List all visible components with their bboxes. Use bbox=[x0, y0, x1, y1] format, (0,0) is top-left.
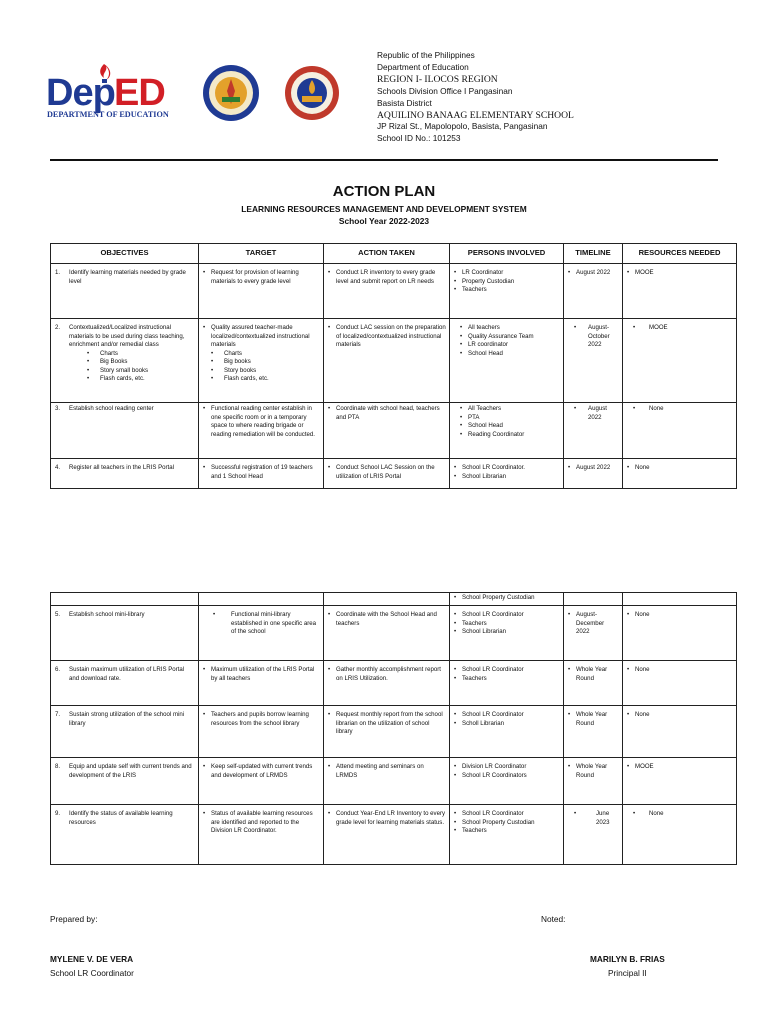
noter-name: MARILYN B. FRIAS bbox=[590, 954, 665, 964]
resources-cell: • None bbox=[623, 661, 737, 706]
target-cell: • Maximum utilization of the LRIS Portal by all teachers bbox=[199, 661, 324, 706]
person-item: School LR Coordinators bbox=[462, 771, 527, 779]
resources-text: MOOE bbox=[649, 324, 668, 331]
target-cell: • Successful registration of 19 teachers and 1 School Head bbox=[199, 459, 324, 489]
resources-cell: • None bbox=[623, 606, 737, 661]
org-line: School ID No.: 101253 bbox=[377, 133, 461, 144]
action-cell: • Coordinate with school head, teachers and PTA bbox=[324, 403, 450, 459]
target-cell: • Functional reading center establish in one specific room or in a temporary space to where reading brigade or reading remediation will be conducted. bbox=[199, 403, 324, 459]
target-cell bbox=[199, 593, 324, 606]
noted-label: Noted: bbox=[541, 914, 566, 924]
row-number: 7. bbox=[55, 711, 61, 718]
resources-cell: • MOOE bbox=[623, 758, 737, 805]
table-row bbox=[51, 403, 737, 459]
table-row bbox=[51, 706, 737, 758]
target-subitem: Flash cards, etc. bbox=[224, 375, 269, 382]
target-subitem: Charts bbox=[224, 349, 242, 357]
page-subtitle: LEARNING RESOURCES MANAGEMENT AND DEVELOPMENT SYSTEM bbox=[241, 204, 527, 214]
timeline-cell bbox=[564, 593, 623, 606]
action-cell: • Gather monthly accomplishment report on LRIS Utilization. bbox=[324, 661, 450, 706]
person-item: Teachers bbox=[462, 827, 487, 834]
person-item: Reading Coordinator bbox=[468, 430, 525, 438]
column-header: OBJECTIVES bbox=[51, 244, 199, 264]
objective-cell bbox=[51, 606, 199, 661]
objective-cell bbox=[51, 593, 199, 606]
objective-cell bbox=[51, 706, 199, 758]
person-item: All teachers bbox=[468, 324, 500, 331]
timeline-cell: • Whole Year Round bbox=[564, 661, 623, 706]
timeline-cell: • August 2022 bbox=[564, 264, 623, 319]
row-number: 4. bbox=[55, 464, 61, 471]
person-item: School LR Coordinator bbox=[462, 666, 524, 673]
persons-cell: • LR Coordinator • Property Custodian • Teachers bbox=[450, 264, 564, 319]
resources-cell: • None bbox=[623, 805, 737, 865]
timeline-cell: • Whole Year Round bbox=[564, 706, 623, 758]
org-line: AQUILINO BANAAG ELEMENTARY SCHOOL bbox=[377, 109, 574, 121]
table-row bbox=[51, 661, 737, 706]
column-header: ACTION TAKEN bbox=[324, 244, 450, 264]
person-item: All Teachers bbox=[468, 405, 502, 412]
timeline-cell: • August-October 2022 bbox=[564, 319, 623, 403]
action-cell bbox=[324, 593, 450, 606]
resources-cell bbox=[623, 593, 737, 606]
action-plan-table bbox=[50, 243, 737, 489]
action-cell: • Conduct Year-End LR Inventory to every grade level for learning materials status. bbox=[324, 805, 450, 865]
action-text: Conduct Year-End LR Inventory to every grade level for learning materials status. bbox=[336, 810, 446, 826]
svg-text:Dep: Dep bbox=[46, 72, 115, 114]
page-title: ACTION PLAN bbox=[332, 183, 436, 200]
table-row bbox=[51, 319, 737, 403]
timeline-cell: • August 2022 bbox=[564, 459, 623, 489]
objective-cell bbox=[51, 403, 199, 459]
action-text: Request monthly report from the school librarian on the utilization of school library bbox=[336, 711, 443, 735]
person-item: School LR Coordinator bbox=[462, 611, 524, 618]
objective-subitem: Charts bbox=[100, 349, 118, 357]
table-row bbox=[51, 606, 737, 661]
timeline-text: June 2023 bbox=[596, 810, 610, 826]
table-row bbox=[51, 264, 737, 319]
target-text: Maximum utilization of the LRIS Portal by all teachers bbox=[211, 666, 315, 682]
column-header: TARGET bbox=[199, 244, 324, 264]
objective-cell bbox=[51, 661, 199, 706]
timeline-text: August-December 2022 bbox=[576, 611, 605, 635]
column-header: RESOURCES NEEDED bbox=[623, 244, 737, 264]
action-cell: • Request monthly report from the school librarian on the utilization of school library bbox=[324, 706, 450, 758]
target-text: Functional reading center establish in one specific room or in a temporary space to where reading brigade or reading remediation will be conducted. bbox=[211, 405, 315, 438]
person-item: LR Coordinator bbox=[462, 269, 504, 276]
preparer-name: MYLENE V. DE VERA bbox=[50, 954, 134, 964]
action-cell: • Attend meeting and seminars on LRMDS bbox=[324, 758, 450, 805]
timeline-text: August 2022 bbox=[576, 269, 611, 276]
objective-text: Contextualized/Localized instructional materials to be used during class teaching, enrichment and/or remedial class bbox=[69, 324, 185, 348]
resources-cell: • MOOE bbox=[623, 319, 737, 403]
column-header: PERSONS INVOLVED bbox=[450, 244, 564, 264]
objective-cell bbox=[51, 264, 199, 319]
timeline-text: August 2022 bbox=[576, 464, 611, 471]
objective-text: Sustain maximum utilization of LRIS Portal and download rate. bbox=[69, 666, 185, 682]
school-address-block bbox=[377, 50, 717, 145]
person-item: School Librarian bbox=[462, 472, 507, 480]
timeline-cell: • August-December 2022 bbox=[564, 606, 623, 661]
row-number: 5. bbox=[55, 611, 61, 618]
persons-cell: • School LR Coordinator • Scholl Librarian bbox=[450, 706, 564, 758]
table-row bbox=[51, 758, 737, 805]
target-text: Functional mini-library established in one specific area of the school bbox=[231, 611, 317, 635]
target-text: Keep self-updated with current trends and development of LRMDS bbox=[211, 763, 313, 779]
target-text: Status of available learning resources are identified and reported to the Division LR Coordinator. bbox=[211, 810, 313, 834]
objective-subitem: Flash cards, etc. bbox=[100, 375, 145, 382]
person-item: School Property Custodian bbox=[462, 818, 535, 826]
action-cell: • Conduct LR inventory to every grade level and submit report on LR needs bbox=[324, 264, 450, 319]
target-text: Teachers and pupils borrow learning resources from the school library bbox=[211, 711, 309, 727]
resources-cell: • None bbox=[623, 706, 737, 758]
objective-text: Identify the status of available learning resources bbox=[69, 810, 173, 826]
org-line: Basista District bbox=[377, 97, 432, 108]
target-cell: • Teachers and pupils borrow learning resources from the school library bbox=[199, 706, 324, 758]
resources-text: MOOE bbox=[635, 269, 654, 276]
persons-cell: • All teachers • Quality Assurance Team • LR coordinator • School Head bbox=[450, 319, 564, 403]
action-text: Gather monthly accomplishment report on LRIS Utilization. bbox=[336, 666, 441, 682]
resources-text: None bbox=[649, 810, 664, 817]
row-number: 2. bbox=[55, 324, 61, 331]
resources-text: None bbox=[635, 711, 650, 718]
org-line: REGION I- ILOCOS REGION bbox=[377, 73, 498, 85]
deped-logo bbox=[46, 60, 196, 122]
org-line: Republic of the Philippines bbox=[377, 50, 475, 60]
svg-text:ED: ED bbox=[114, 72, 165, 114]
person-item: School LR Coordinator bbox=[462, 810, 524, 817]
persons-cell: • School LR Coordinator • Teachers bbox=[450, 661, 564, 706]
row-number: 1. bbox=[55, 269, 61, 276]
action-text: Coordinate with the School Head and teachers bbox=[336, 611, 437, 627]
person-item: Scholl Librarian bbox=[462, 719, 505, 727]
action-text: Conduct School LAC Session on the utilization of LRIS Portal bbox=[336, 464, 435, 480]
objective-subitem: Big Books bbox=[100, 358, 128, 365]
persons-cell: • School LR Coordinator • School Property Custodian • Teachers bbox=[450, 805, 564, 865]
objective-cell: 2. Contextualized/Localized instructional materials to be used during class teaching, enrichment and/or remedial class • Charts • Big Books • Story small books • Flash cards, etc. bbox=[51, 319, 199, 403]
svg-text:DEPARTMENT OF EDUCATION: DEPARTMENT OF EDUCATION bbox=[47, 110, 169, 119]
objective-text: Sustain strong utilization of the school mini library bbox=[69, 711, 185, 727]
person-item: PTA bbox=[468, 413, 480, 421]
action-cell: • Conduct School LAC Session on the utilization of LRIS Portal bbox=[324, 459, 450, 489]
objective-cell bbox=[51, 459, 199, 489]
objective-text: Register all teachers in the LRIS Portal bbox=[69, 464, 174, 471]
target-cell: • Functional mini-library established in one specific area of the school bbox=[199, 606, 324, 661]
person-item: School Head bbox=[468, 349, 503, 357]
person-item: LR coordinator bbox=[468, 341, 508, 348]
action-cell: • Coordinate with the School Head and teachers bbox=[324, 606, 450, 661]
school-year: School Year 2022-2023 bbox=[338, 216, 430, 226]
person-item: School Librarian bbox=[462, 628, 507, 635]
target-text: Request for provision of learning materials to every grade level bbox=[211, 269, 299, 285]
column-header: TIMELINE bbox=[564, 244, 623, 264]
timeline-cell: • Whole Year Round bbox=[564, 758, 623, 805]
objective-text: Establish school mini-library bbox=[69, 611, 145, 618]
row-number: 6. bbox=[55, 666, 61, 673]
row-number: 8. bbox=[55, 763, 61, 770]
action-text: Coordinate with school head, teachers and PTA bbox=[336, 405, 440, 421]
timeline-cell: • June 2023 bbox=[564, 805, 623, 865]
table-row bbox=[51, 593, 737, 606]
resources-cell: • None bbox=[623, 403, 737, 459]
objective-cell bbox=[51, 805, 199, 865]
org-line: JP Rizal St., Mapolopolo, Basista, Pangasinan bbox=[377, 121, 548, 132]
target-text: Successful registration of 19 teachers and 1 School Head bbox=[211, 464, 313, 480]
persons-cell: • School Property Custodian bbox=[450, 593, 564, 606]
action-cell: • Conduct LAC session on the preparation of localized/contextualized instructional materials bbox=[324, 319, 450, 403]
resources-text: None bbox=[635, 666, 650, 673]
person-item: Teachers bbox=[462, 619, 487, 627]
person-item: School LR Coordinator. bbox=[462, 464, 526, 471]
target-subitem: Story books bbox=[224, 366, 257, 374]
division-seal-icon bbox=[202, 64, 260, 122]
objective-subitem: Story small books bbox=[100, 366, 149, 374]
org-line: Department of Education bbox=[377, 61, 469, 72]
resources-text: None bbox=[649, 405, 664, 412]
target-cell: • Request for provision of learning materials to every grade level bbox=[199, 264, 324, 319]
objective-text: Identify learning materials needed by grade level bbox=[69, 269, 186, 285]
row-number: 9. bbox=[55, 810, 61, 817]
noter-title: Principal II bbox=[608, 968, 647, 978]
target-cell: • Quality assured teacher-made localized/contextualized instructional materials • Charts • Big books • Story books • Flash cards, etc. bbox=[199, 319, 324, 403]
objective-text: Establish school reading center bbox=[69, 405, 154, 412]
person-item: School Head bbox=[468, 422, 503, 429]
persons-cell: • All Teachers • PTA • School Head • Reading Coordinator bbox=[450, 403, 564, 459]
persons-cell: • School LR Coordinator. • School Librarian bbox=[450, 459, 564, 489]
resources-cell: • None bbox=[623, 459, 737, 489]
timeline-text: August-October 2022 bbox=[588, 324, 610, 348]
timeline-cell: • August 2022 bbox=[564, 403, 623, 459]
timeline-text: August 2022 bbox=[588, 405, 607, 421]
timeline-text: Whole Year Round bbox=[576, 711, 608, 727]
objective-text: Equip and update self with current trends and development of the LRIS bbox=[69, 763, 192, 779]
action-text: Conduct LAC session on the preparation of localized/contextualized instructional materials bbox=[336, 324, 446, 348]
person-item: School LR Coordinator bbox=[462, 711, 524, 718]
action-plan-table-continued bbox=[50, 592, 737, 865]
action-text: Attend meeting and seminars on LRMDS bbox=[336, 763, 424, 779]
resources-text: None bbox=[635, 611, 650, 618]
person-item: Property Custodian bbox=[462, 277, 515, 285]
persons-cell: • Division LR Coordinator • School LR Coordinators bbox=[450, 758, 564, 805]
resources-cell: • MOOE bbox=[623, 264, 737, 319]
target-cell: • Status of available learning resources are identified and reported to the Division LR Coordinator. bbox=[199, 805, 324, 865]
org-line: Schools Division Office I Pangasinan bbox=[377, 85, 513, 96]
person-item: Quality Assurance Team bbox=[468, 332, 534, 340]
table-header-row bbox=[51, 244, 737, 264]
target-cell: • Keep self-updated with current trends and development of LRMDS bbox=[199, 758, 324, 805]
person-item: Teachers bbox=[462, 286, 487, 293]
preparer-title: School LR Coordinator bbox=[50, 968, 134, 978]
timeline-text: Whole Year Round bbox=[576, 666, 608, 682]
header-divider bbox=[50, 159, 718, 161]
action-text: Conduct LR inventory to every grade level and submit report on LR needs bbox=[336, 269, 436, 285]
target-subitem: Big books bbox=[224, 358, 251, 365]
person-item: School Property Custodian bbox=[462, 594, 535, 601]
persons-cell: • School LR Coordinator • Teachers • School Librarian bbox=[450, 606, 564, 661]
person-item: Division LR Coordinator bbox=[462, 763, 527, 770]
objective-cell bbox=[51, 758, 199, 805]
person-item: Teachers bbox=[462, 674, 487, 682]
table-row bbox=[51, 805, 737, 865]
row-number: 3. bbox=[55, 405, 61, 412]
table-row bbox=[51, 459, 737, 489]
prepared-by-label: Prepared by: bbox=[50, 914, 98, 924]
school-seal-icon bbox=[284, 64, 340, 122]
timeline-text: Whole Year Round bbox=[576, 763, 608, 779]
target-text: Quality assured teacher-made localized/contextualized instructional materials bbox=[211, 324, 310, 348]
resources-text: None bbox=[635, 464, 650, 471]
resources-text: MOOE bbox=[635, 763, 654, 770]
